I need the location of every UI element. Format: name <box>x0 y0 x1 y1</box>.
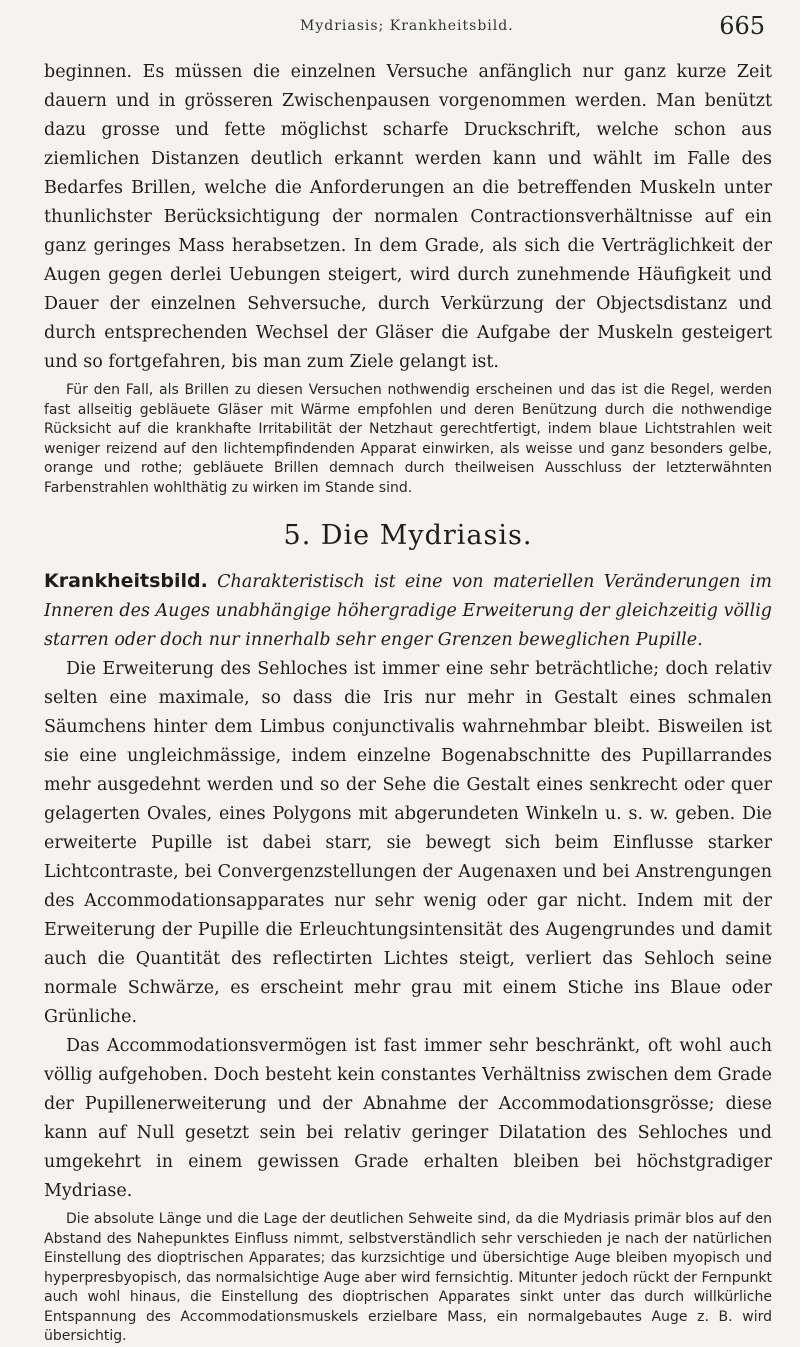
page-number: 665 <box>719 12 765 40</box>
paragraph-4: Die Erweiterung des Sehloches ist immer eine sehr beträchtliche; doch relativ selten eine maximale, so dass die Iris nur mehr in Gestalt eines schmalen Säumchens hinter dem Limbus conjunctivalis wahrnehmbar bleibt. Bisweilen ist sie eine ungleichmässige, indem einzelne Bogenabschnitte des Pupillarrandes mehr ausgedehnt werden und so der Sehe die Gestalt eines senkrecht oder quer gelagerten Ovales, eines Polygons mit abgerundeten Winkeln u. s. w. geben. Die erweiterte Pupille ist dabei starr, sie bewegt sich beim Einflusse starker Lichtcontraste, bei Convergenzstellungen der Augenaxen und bei Anstrengungen des Accommodationsapparates nur sehr wenig oder gar nicht. Indem mit der Erweiterung der Pupille die Erleuchtungsintensität des Augengrundes und damit auch die Quantität des reflectirten Lichtes steigt, verliert das Sehloch seine normale Schwärze, es erscheint mehr grau mit einem Stiche ins Blaue oder Grünliche. <box>44 659 772 1027</box>
paragraph-3-text: Charakteristisch ist eine von materiellen Veränderungen im Inneren des Auges unabhängige höhergradige Erweiterung der gleichzeitig völlig starren oder doch nur innerhalb sehr enger Grenzen beweglichen Pupille. <box>44 572 772 650</box>
running-title: Mydriasis; Krankheitsbild. <box>300 18 514 34</box>
paragraph-6-small: Die absolute Länge und die Lage der deutlichen Sehweite sind, da die Mydriasis primär blos auf den Abstand des Nahepunktes Einfluss nimmt, selbstverständlich sehr verschieden je nach der natürlichen Einstellung des dioptrischen Apparates; das kurzsichtige und übersichtige Auge bleiben myopisch und hyperpresbyopisch, das normalsichtige Auge aber wird fernsichtig. Mitunter jedoch rückt der Fernpunkt auch wohl hinaus, die Einstellung des dioptrischen Apparates sinkt unter das durch willkürliche Entspannung des Accommodationsmuskels erzielbare Mass, ein normalgebautes Auge z. B. wird übersichtig. <box>44 1211 772 1344</box>
paragraph-1: beginnen. Es müssen die einzelnen Versuche anfänglich nur ganz kurze Zeit dauern und in grösseren Zwischenpausen vorgenommen werden. Man benützt dazu grosse und fette möglichst scharfe Druckschrift, welche schon aus ziemlichen Distanzen deutlich erkannt werden kann und wählt im Falle des Bedarfes Brillen, welche die Anforderungen an die betreffenden Muskeln unter thunlichster Berücksichtigung der normalen Contractionsverhältnisse auf ein ganz geringes Mass herabsetzen. In dem Grade, als sich die Verträglichkeit der Augen gegen derlei Uebungen steigert, wird durch zunehmende Häufigkeit und Dauer der einzelnen Sehversuche, durch Verkürzung der Objectsdistanz und durch entsprechenden Wechsel der Gläser die Aufgabe der Muskeln gesteigert und so fortgefahren, bis man zum Ziele gelangt ist. <box>44 62 772 372</box>
page-header <box>0 14 800 44</box>
body-text <box>44 58 772 1347</box>
paragraph-3 <box>44 567 772 655</box>
paragraph-5: Das Accommodationsvermögen ist fast immer sehr beschränkt, oft wohl auch völlig aufgehoben. Doch besteht kein constantes Verhältniss zwischen dem Grade der Pupillenerweiterung und der Abnahme der Accommodationsgrösse; diese kann auf Null gesetzt sein bei relativ geringer Dilatation des Sehloches und umgekehrt in einem gewissen Grade erhalten bleiben bei höchstgradiger Mydriase. <box>44 1036 772 1201</box>
runin-heading: Krankheitsbild. <box>44 570 208 592</box>
paragraph-2-small: Für den Fall, als Brillen zu diesen Versuchen nothwendig erscheinen und das ist die Regel, werden fast allseitig gebläuete Gläser mit Wärme empfohlen und deren Benützung durch die nothwendige Rücksicht auf die krankhafte Irritabilität der Netzhaut gerechtfertigt, indem blaue Lichtstrahlen weit weniger reizend auf den lichtempfindenden Apparat einwirken, als weisse und ganz besonders gelbe, orange und rothe; gebläuete Brillen demnach durch theilweisen Ausschluss der letzterwähnten Farbenstrahlen wohlthätig zu wirken im Stande sind. <box>44 382 772 496</box>
section-heading: 5. Die Mydriasis. <box>283 520 533 551</box>
